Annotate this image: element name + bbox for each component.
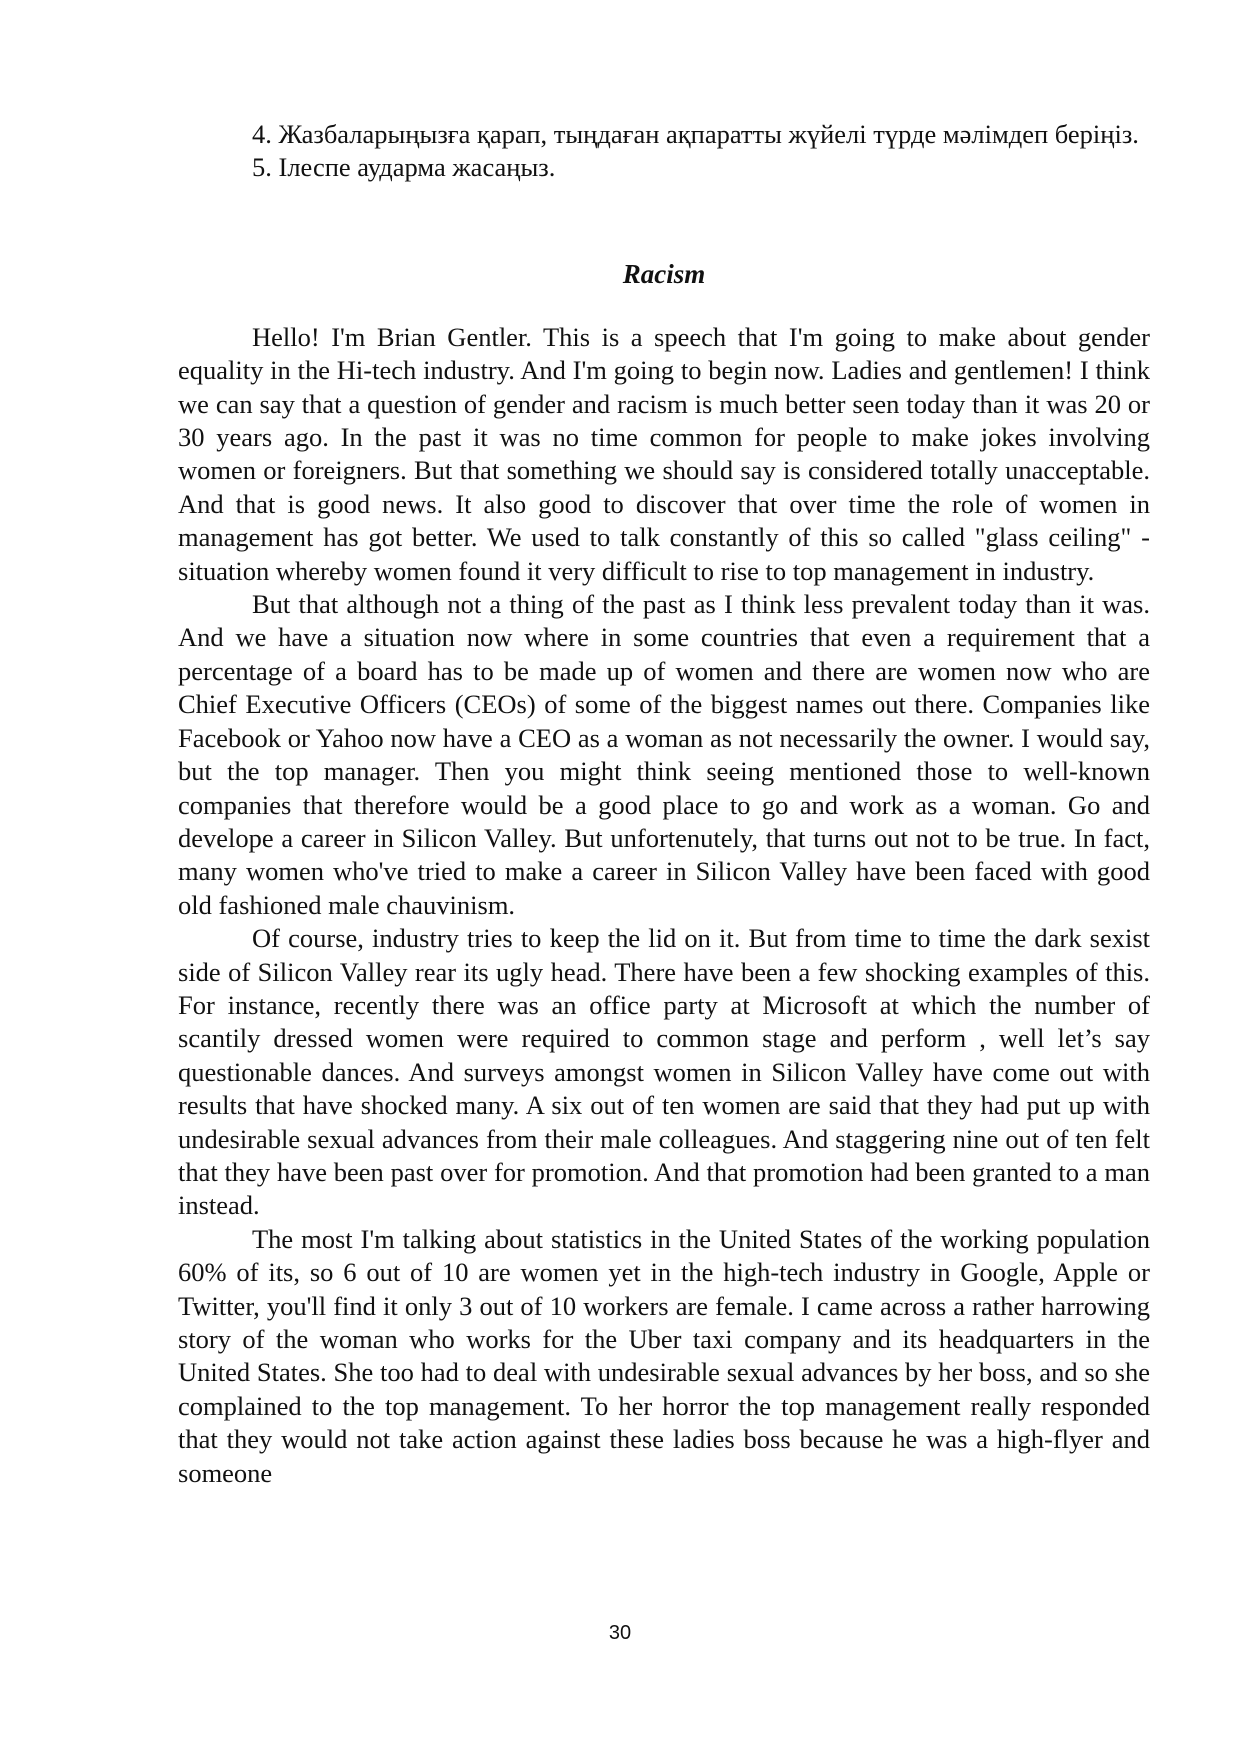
section-title: Racism (622, 258, 706, 289)
paragraph: Of course, industry tries to keep the lid on it. But from time to time the dark sexist side of Silicon Valley rear its ugly head. There have been a few shocking examples of this. For instance, recently there was an office party at Microsoft at which the number of scantily dressed women were required to common stage and perform , well let’s say questionable dances. And surveys amongst women in Silicon Valley have come out with results that have shocked many. A six out of ten women are said that they had put up with undesirable sexual advances from their male colleagues. And staggering nine out of ten felt that they have been past over for promotion. And that promotion had been granted to a man instead. (178, 923, 1150, 1221)
page-content (178, 118, 1150, 1490)
paragraph: But that although not a thing of the past as I think less prevalent today than it was. And we have a situation now where in some countries that even a requirement that a percentage of a board has to be made up of women and there are women now who are Chief Executive Officers (CEOs) of some of the biggest names out there. Companies like Facebook or Yahoo now have a CEO as a woman as not necessarily the owner. I would say, but the top manager. Then you might think seeing mentioned those to well-known companies that therefore would be a good place to go and work as a woman. Go and develope a career in Silicon Valley. But unfortenutely, that turns out not to be true. In fact, many women who've tried to make a career in Silicon Valley have been faced with good old fashioned male chauvinism. (178, 589, 1150, 920)
task-item-4: 4. Жазбаларыңызға қарап, тыңдаған ақпаратты жүйелі түрде мәлімдеп беріңіз. (252, 119, 1139, 149)
task-item-5: 5. Ілеспе аударма жасаңыз. (252, 152, 556, 183)
paragraph: The most I'm talking about statistics in the United States of the working population 60% of its, so 6 out of 10 are women yet in the high-tech industry in Google, Apple or Twitter, you'll find it only 3 out of 10 workers are female. I came across a rather harrowing story of the woman who works for the Uber taxi company and its headquarters in the United States. She too had to deal with undesirable sexual advances by her boss, and so she complained to the top management. To her horror the top management really responded that they would not take action against these ladies boss because he was a high-flyer and someone (178, 1223, 1150, 1488)
paragraph: Hello! I'm Brian Gentler. This is a speech that I'm going to make about gender equality in the Hi-tech industry. And I'm going to begin now. Ladies and gentlemen! I think we can say that a question of gender and racism is much better seen today than it was 20 or 30 years ago. In the past it was no time common for people to make jokes involving women or foreigners. But that something we should say is considered totally unacceptable. And that is good news. It also good to discover that over time the role of women in management has got better. We used to talk constantly of this so called "glass ceiling" - situation whereby women found it very difficult to rise to top management in industry. (178, 321, 1150, 586)
page-number: 30 (608, 1622, 632, 1644)
